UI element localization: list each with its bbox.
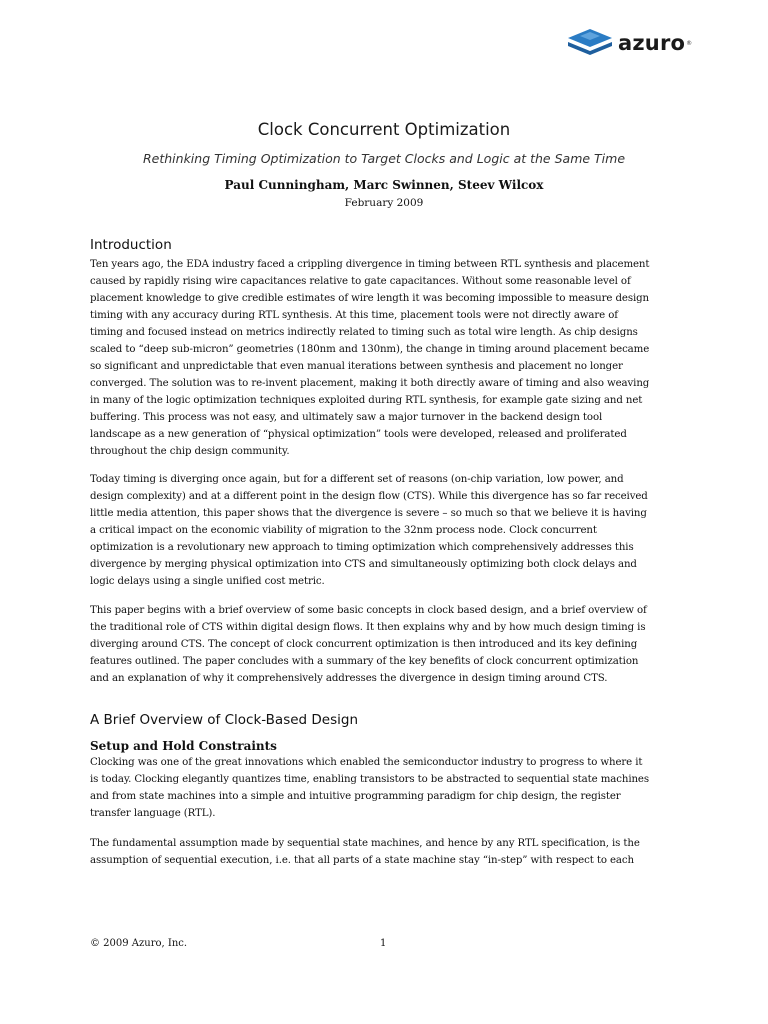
text-line: is today. Clocking elegantly quantizes time, enabling transistors to be abstracted to sequential state machines bbox=[90, 774, 649, 785]
text-line: divergence by merging physical optimization into CTS and simultaneously optimizing both clock delays and bbox=[90, 559, 637, 570]
text-line: Clocking was one of the great innovations which enabled the semiconductor industry to progress to where it bbox=[90, 757, 643, 768]
text-line: a critical impact on the economic viability of migration to the 32nm process node. Clock concurrent bbox=[90, 525, 597, 536]
text-line: Today timing is diverging once again, but for a different set of reasons (on-chip variation, low power, and bbox=[90, 474, 624, 485]
text-line: buffering. This process was not easy, and ultimately saw a major turnover in the backend design tool bbox=[90, 412, 603, 423]
text-line: converged. The solution was to re-invent placement, making it both directly aware of timing and also weaving bbox=[90, 378, 650, 389]
logo-registered-mark: ® bbox=[686, 39, 693, 47]
paper-title: Clock Concurrent Optimization bbox=[257, 120, 511, 139]
azuro-logo-icon bbox=[566, 26, 614, 60]
text-line: scaled to “deep sub-micron” geometries (180nm and 130nm), the change in timing around placement became bbox=[90, 344, 650, 355]
text-line: in many of the logic optimization techniques exploited during RTL synthesis, for example gate sizing and net bbox=[90, 395, 643, 406]
text-line: This paper begins with a brief overview of some basic concepts in clock based design, and a brief overview of bbox=[90, 605, 647, 616]
subsection-heading-setup-hold: Setup and Hold Constraints bbox=[90, 739, 277, 753]
text-line: logic delays using a single unified cost metric. bbox=[90, 576, 325, 587]
footer-copyright: © 2009 Azuro, Inc. bbox=[90, 938, 188, 949]
text-line: assumption of sequential execution, i.e. that all parts of a state machine stay “in-step” with respect to each bbox=[90, 855, 634, 866]
text-line: landscape as a new generation of “physical optimization” tools were developed, released and proliferated bbox=[90, 429, 627, 440]
overview-paragraph-2 bbox=[90, 835, 678, 869]
text-line: the traditional role of CTS within digital design flows. It then explains why and by how much design timing is bbox=[90, 622, 646, 633]
text-line: timing and focused instead on metrics indirectly related to timing such as total wire length. As chip designs bbox=[90, 327, 638, 338]
text-line: and an explanation of why it comprehensively addresses the divergence in design timing around CTS. bbox=[90, 673, 608, 684]
text-line: timing with any accuracy during RTL synthesis. At this time, placement tools were not directly aware of bbox=[90, 310, 618, 321]
text-line: and from state machines into a simple and intuitive programming paradigm for chip design, the register bbox=[90, 791, 621, 802]
intro-paragraph-2 bbox=[90, 471, 678, 590]
text-line: throughout the chip design community. bbox=[90, 446, 290, 457]
paper-authors: Paul Cunningham, Marc Swinnen, Steev Wilcox bbox=[224, 178, 544, 192]
text-line: transfer language (RTL). bbox=[90, 808, 216, 819]
section-heading-introduction: Introduction bbox=[90, 237, 172, 253]
text-line: The fundamental assumption made by sequential state machines, and hence by any RTL specification, is the bbox=[90, 838, 640, 849]
paper-subtitle: Rethinking Timing Optimization to Target Clocks and Logic at the Same Time bbox=[142, 151, 626, 166]
overview-paragraph-1 bbox=[90, 754, 678, 822]
intro-paragraph-3 bbox=[90, 602, 678, 687]
text-line: so significant and unpredictable that even manual iterations between synthesis and placement no longer bbox=[90, 361, 623, 372]
text-line: little media attention, this paper shows that the divergence is severe – so much so that we believe it is having bbox=[90, 508, 647, 519]
section-heading-clock-based-design: A Brief Overview of Clock-Based Design bbox=[90, 712, 359, 728]
text-line: design complexity) and at a different point in the design flow (CTS). While this divergence has so far received bbox=[90, 491, 648, 502]
text-line: diverging around CTS. The concept of clock concurrent optimization is then introduced and its key defining bbox=[90, 639, 638, 650]
paper-date: February 2009 bbox=[344, 197, 424, 209]
page-number: 1 bbox=[380, 938, 387, 949]
text-line: caused by rapidly rising wire capacitances relative to gate capacitances. Without some reasonable level of bbox=[90, 276, 631, 287]
text-line: features outlined. The paper concludes with a summary of the key benefits of clock concurrent optimization bbox=[90, 656, 639, 667]
intro-paragraph-1 bbox=[90, 256, 678, 460]
text-line: optimization is a revolutionary new approach to timing optimization which comprehensively addresses this bbox=[90, 542, 634, 553]
azuro-logo bbox=[566, 26, 692, 60]
text-line: Ten years ago, the EDA industry faced a crippling divergence in timing between RTL synthesis and placement bbox=[90, 259, 650, 270]
logo-text: azuro bbox=[618, 31, 686, 55]
text-line: placement knowledge to give credible estimates of wire length it was becoming impossible to measure design bbox=[90, 293, 649, 304]
